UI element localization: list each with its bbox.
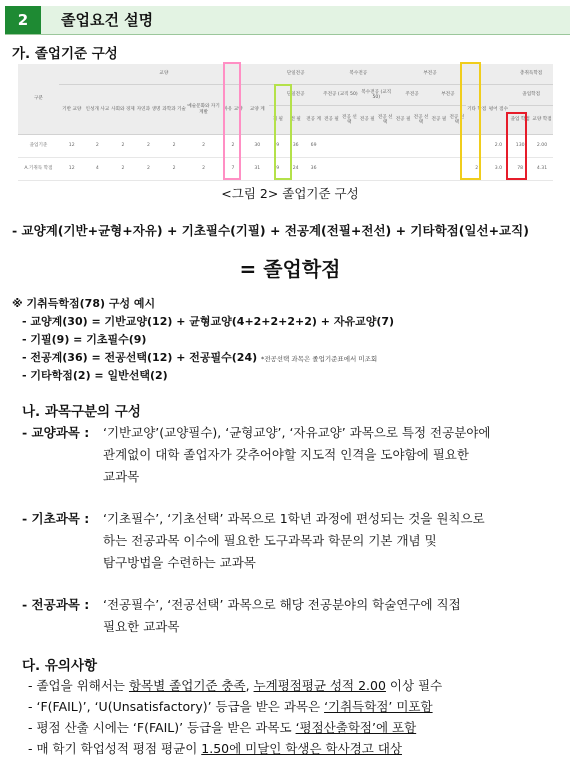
- grad-credit-highlight: [506, 112, 527, 180]
- header-minor-main: 주전공: [394, 85, 430, 106]
- row-label: 졸업기준: [18, 135, 59, 158]
- table-cell: [394, 158, 412, 181]
- table-cell: 12: [59, 135, 85, 158]
- table-cell: 2: [161, 135, 187, 158]
- note-emphasis: 누계평점평균 성적 2.00: [253, 678, 386, 693]
- table-cell: 2: [161, 158, 187, 181]
- table-cell: 2: [187, 158, 220, 181]
- course-type-label: - 기초과목 :: [22, 511, 90, 526]
- example-note: *전공선택 과목은 졸업기준표에서 미조회: [260, 355, 378, 363]
- header-liberal: 교양: [59, 64, 269, 85]
- header-single-col: 전공 계: [305, 106, 323, 135]
- note-item: - 졸업을 위해서는 항목별 졸업기준 충족, 누계평점평균 성적 2.00 이상 필수: [28, 678, 443, 693]
- header-pair-col: 전공 필: [358, 106, 376, 135]
- header-single-col: 전 필: [287, 106, 305, 135]
- header-total: 총취득학점: [509, 64, 553, 85]
- course-type-label: - 교양과목 :: [22, 425, 90, 440]
- header-pair-col: 전공 선택: [448, 106, 466, 135]
- header-total-col: 교양 학점: [531, 106, 553, 135]
- table-cell: 36: [305, 158, 323, 181]
- table-cell: 30: [246, 135, 269, 158]
- table-cell: [430, 158, 448, 181]
- table-cell: [323, 158, 341, 181]
- header-double-major: 복수전공: [323, 64, 395, 85]
- note-emphasis: ‘평점산출학점’에 포함: [295, 720, 417, 735]
- subsection-title-c: 다. 유의사항: [22, 658, 98, 674]
- table-cell: 2: [136, 135, 162, 158]
- header-liberal-col: 예술문화와 자기계발: [187, 85, 220, 135]
- etc-credit-highlight: [460, 62, 481, 180]
- table-cell: [358, 135, 376, 158]
- table-cell: 4: [85, 158, 111, 181]
- table-cell: 2: [220, 135, 246, 158]
- header-pair-col: 전공 필: [430, 106, 448, 135]
- section-header: [5, 6, 570, 35]
- course-type-desc: ‘기반교양’(교양필수), ‘균형교양’, ‘자유교양’ 과목으로 특정 전공분야에: [103, 425, 491, 440]
- table-cell: 12: [59, 158, 85, 181]
- table-cell: 3.0: [488, 158, 510, 181]
- table-cell: 31: [246, 158, 269, 181]
- table-cell: 9: [269, 158, 287, 181]
- table-cell: 7: [220, 158, 246, 181]
- table-cell: [412, 158, 430, 181]
- table-cell: 2: [110, 135, 136, 158]
- example-item: - 교양계(30) = 기반교양(12) + 균형교양(4+2+2+2+2) + 자유교양(7): [22, 315, 395, 328]
- course-type-desc: 하는 전공과목 이수에 필요한 도구과목과 학문의 기본 개념 및: [103, 533, 437, 548]
- example-item-text: - 전공계(36) = 전공선택(12) + 전공필수(24): [22, 351, 258, 364]
- note-item: - ‘F(FAIL)’, ‘U(Unsatisfactory)’ 등급을 받은 과목은 ‘기취득학점’ 미포함: [28, 699, 433, 714]
- row-label: A.기취득 학점: [18, 158, 59, 181]
- liberal-total-highlight: [223, 62, 241, 180]
- header-single-col: 기 필: [269, 106, 287, 135]
- table-cell: 36: [287, 135, 305, 158]
- header-gpa: 평어 점수: [488, 85, 510, 135]
- table-cell: 130: [509, 135, 531, 158]
- course-type-desc: ‘기초필수’, ‘기초선택’ 과목으로 1학년 과정에 편성되는 것을 원칙으로: [103, 511, 485, 526]
- note-emphasis: ‘기취득학점’ 미포함: [324, 699, 433, 714]
- course-type-desc: 필요한 교과목: [103, 619, 180, 634]
- example-item: - 기타학점(2) = 일반선택(2): [22, 369, 168, 382]
- header-liberal-col: 자연과 생명: [136, 85, 162, 135]
- header-pair-col: 전공 선택: [412, 106, 430, 135]
- table-cell: 2: [110, 158, 136, 181]
- table-cell: [358, 158, 376, 181]
- example-title: ※ 기취득학점(78) 구성 예시: [12, 297, 156, 310]
- table-cell: [376, 158, 394, 181]
- note-emphasis: 항목별 졸업기준 충족: [128, 678, 246, 693]
- table-cell: 4.31: [531, 158, 553, 181]
- subsection-title-a: 가. 졸업기준 구성: [12, 46, 118, 62]
- table-cell: 2: [466, 158, 488, 181]
- course-type-label: - 전공과목 :: [22, 597, 90, 612]
- section-title: 졸업요건 설명: [61, 11, 154, 29]
- table-cell: [340, 135, 358, 158]
- table-cell: [323, 135, 341, 158]
- note-item: - 평점 산출 시에는 ‘F(FAIL)’ 등급을 받은 과목도 ‘평점산출학점’에 포함: [28, 720, 417, 735]
- header-liberal-col: 인성개 사교: [85, 85, 111, 135]
- figure-caption: <그림 2> 졸업기준 구성: [221, 186, 359, 201]
- graduation-criteria-table: [18, 64, 553, 182]
- course-type-desc: ‘전공필수’, ‘전공선택’ 과목으로 해당 전공분야의 학술연구에 직접: [103, 597, 461, 612]
- header-liberal-col: 사회와 경제: [110, 85, 136, 135]
- header-single-sub: 단일전공: [269, 85, 323, 106]
- course-type-desc: 탐구방법을 수련하는 교과목: [103, 555, 256, 570]
- table-cell: [430, 135, 448, 158]
- header-minor: 부전공: [394, 64, 466, 85]
- header-liberal-col: 교양 계: [246, 85, 269, 135]
- table-cell: 2.0: [488, 135, 510, 158]
- table-cell: 2.00: [531, 135, 553, 158]
- header-pair-col: 전공 선택: [340, 106, 358, 135]
- header-double-sub: 복수전공 (교직 50): [358, 85, 394, 106]
- major-total-highlight: [274, 84, 292, 180]
- table-cell: 2: [85, 135, 111, 158]
- course-type-desc: 교과목: [103, 469, 140, 484]
- table-cell: 9: [269, 135, 287, 158]
- subsection-title-b: 나. 과목구분의 구성: [22, 404, 141, 420]
- formula-line: - 교양계(기반+균형+자유) + 기초필수(기필) + 전공계(전필+전선) + 기타학점(일선+교직): [12, 223, 529, 238]
- table-cell: [376, 135, 394, 158]
- table-cell: [412, 135, 430, 158]
- header-minor-sub: 부전공: [430, 85, 466, 106]
- header-single-major: 단일전공: [269, 64, 323, 85]
- header-liberal-col: 과학과 기술: [161, 85, 187, 135]
- table-cell: [340, 158, 358, 181]
- table-cell: 24: [287, 158, 305, 181]
- table-cell: 69: [305, 135, 323, 158]
- formula-result: = 졸업학점: [239, 257, 341, 281]
- header-liberal-col: 기반 교양: [59, 85, 85, 135]
- example-item: - 기필(9) = 기초필수(9): [22, 333, 147, 346]
- section-number-badge: 2: [5, 6, 41, 34]
- table-cell: 2: [187, 135, 220, 158]
- header-double-main: 주전공 (교직 50): [323, 85, 359, 106]
- course-type-desc: 관계없이 대학 졸업자가 갖추어야할 지도적 인격을 도야함에 필요한: [103, 447, 469, 462]
- table-cell: [394, 135, 412, 158]
- example-item: [22, 349, 377, 365]
- header-gubun: 구분: [18, 64, 59, 135]
- note-emphasis: 1.50에 미달인 학생은 학사경고 대상: [201, 741, 402, 756]
- header-liberal-col: 자유 교양: [220, 85, 246, 135]
- header-pair-col: 전공 선택: [376, 106, 394, 135]
- table-cell: 78: [509, 158, 531, 181]
- header-total-col: 졸업 학점: [509, 106, 531, 135]
- header-pair-col: 전공 필: [394, 106, 412, 135]
- header-etc: 기타 학점: [466, 85, 488, 135]
- header-pair-col: 전공 필: [323, 106, 341, 135]
- header-grad-credit: 졸업학점: [509, 85, 553, 106]
- table-cell: 2: [136, 158, 162, 181]
- note-item: - 매 학기 학업성적 평점 평균이 1.50에 미달인 학생은 학사경고 대상: [28, 741, 402, 756]
